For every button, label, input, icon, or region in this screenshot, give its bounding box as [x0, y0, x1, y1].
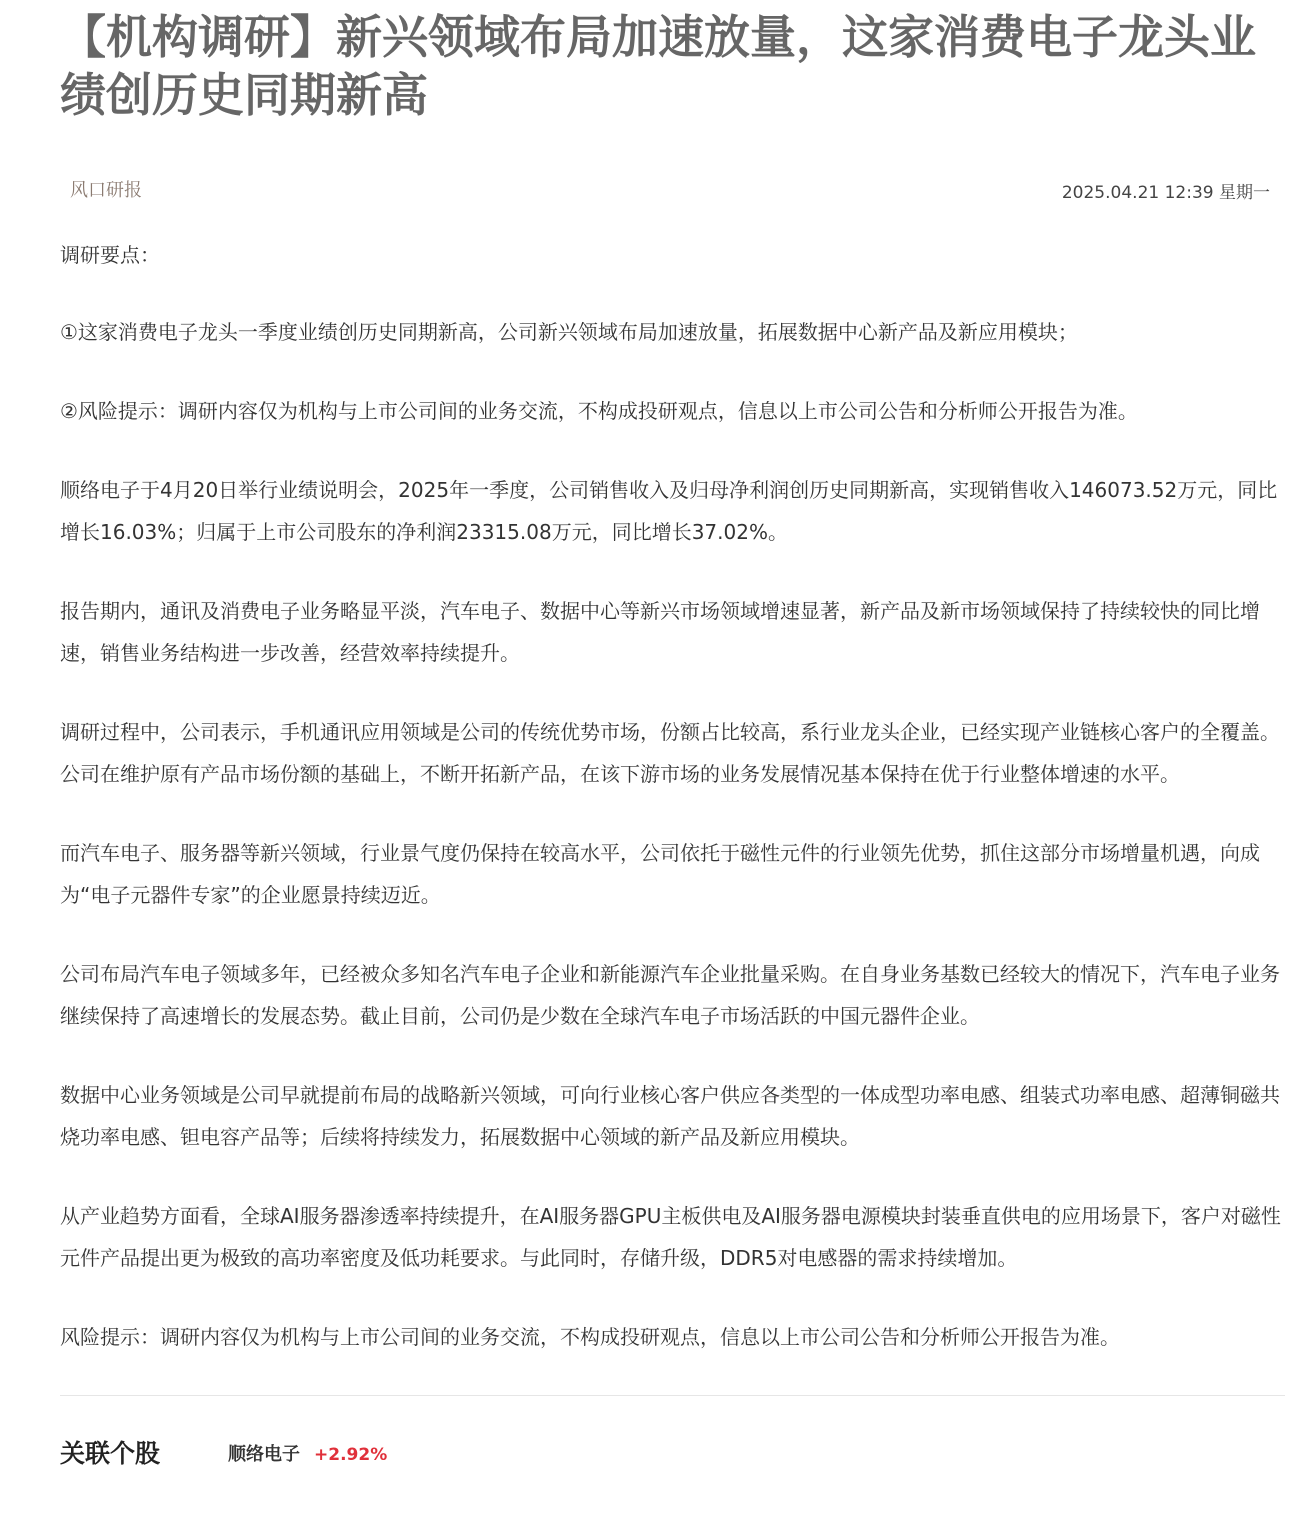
paragraph: 数据中心业务领域是公司早就提前布局的战略新兴领域，可向行业核心客户供应各类型的一体成型功率电感、组装式功率电感、超薄铜磁共烧功率电感、钽电容产品等；后续将持续发力，拓展数据中心领域的新产品及新应用模块。 [60, 1083, 1280, 1149]
article [60, 0, 1285, 1484]
paragraph: ②风险提示：调研内容仅为机构与上市公司间的业务交流，不构成投研观点，信息以上市公司公告和分析师公开报告为准。 [60, 399, 1138, 423]
paragraph: 从产业趋势方面看，全球AI服务器渗透率持续提升，在AI服务器GPU主板供电及AI服务器电源模块封装垂直供电的应用场景下，客户对磁性元件产品提出更为极致的高功率密度及低功耗要求。与此同时，存储升级，DDR5对电感器的需求持续增加。 [60, 1204, 1281, 1270]
related-stocks-title: 关联个股 [60, 1439, 161, 1468]
article-source[interactable]: 风口研报 [70, 180, 142, 201]
paragraph: 公司布局汽车电子领域多年，已经被众多知名汽车电子企业和新能源汽车企业批量采购。在自身业务基数已经较大的情况下，汽车电子业务继续保持了高速增长的发展态势。截止目前，公司仍是少数在全球汽车电子市场活跃的中国元器件企业。 [60, 962, 1280, 1028]
article-meta [60, 176, 1285, 206]
article-title: 【机构调研】新兴领域布局加速放量，这家消费电子龙头业绩创历史同期新高 [60, 10, 1256, 122]
stock-item[interactable] [228, 1440, 387, 1466]
paragraph: 顺络电子于4月20日举行业绩说明会，2025年一季度，公司销售收入及归母净利润创历史同期新高，实现销售收入146073.52万元，同比增长16.03%；归属于上市公司股东的净利润23315.08万元，同比增长37.02%。 [60, 478, 1278, 544]
paragraph: 调研过程中，公司表示，手机通讯应用领域是公司的传统优势市场，份额占比较高，系行业龙头企业，已经实现产业链核心客户的全覆盖。公司在维护原有产品市场份额的基础上，不断开拓新产品，在该下游市场的业务发展情况基本保持在优于行业整体增速的水平。 [60, 720, 1280, 786]
article-body [60, 234, 1285, 1358]
related-stocks [60, 1434, 1285, 1484]
divider [60, 1395, 1285, 1396]
paragraph-key-points-heading: 调研要点： [60, 243, 160, 267]
stock-name[interactable]: 顺络电子 [228, 1444, 300, 1465]
paragraph-risk-notice: 风险提示：调研内容仅为机构与上市公司间的业务交流，不构成投研观点，信息以上市公司公告和分析师公开报告为准。 [60, 1325, 1120, 1349]
paragraph: 报告期内，通讯及消费电子业务略显平淡，汽车电子、数据中心等新兴市场领域增速显著，新产品及新市场领域保持了持续较快的同比增速，销售业务结构进一步改善，经营效率持续提升。 [60, 599, 1260, 665]
paragraph: ①这家消费电子龙头一季度业绩创历史同期新高，公司新兴领域布局加速放量，拓展数据中心新产品及新应用模块； [60, 320, 1078, 344]
article-datetime: 2025.04.21 12:39 星期一 [1061, 183, 1270, 203]
paragraph: 而汽车电子、服务器等新兴领域，行业景气度仍保持在较高水平，公司依托于磁性元件的行业领先优势，抓住这部分市场增量机遇，向成为“电子元器件专家”的企业愿景持续迈近。 [60, 841, 1260, 907]
stock-change: +2.92% [314, 1445, 388, 1465]
